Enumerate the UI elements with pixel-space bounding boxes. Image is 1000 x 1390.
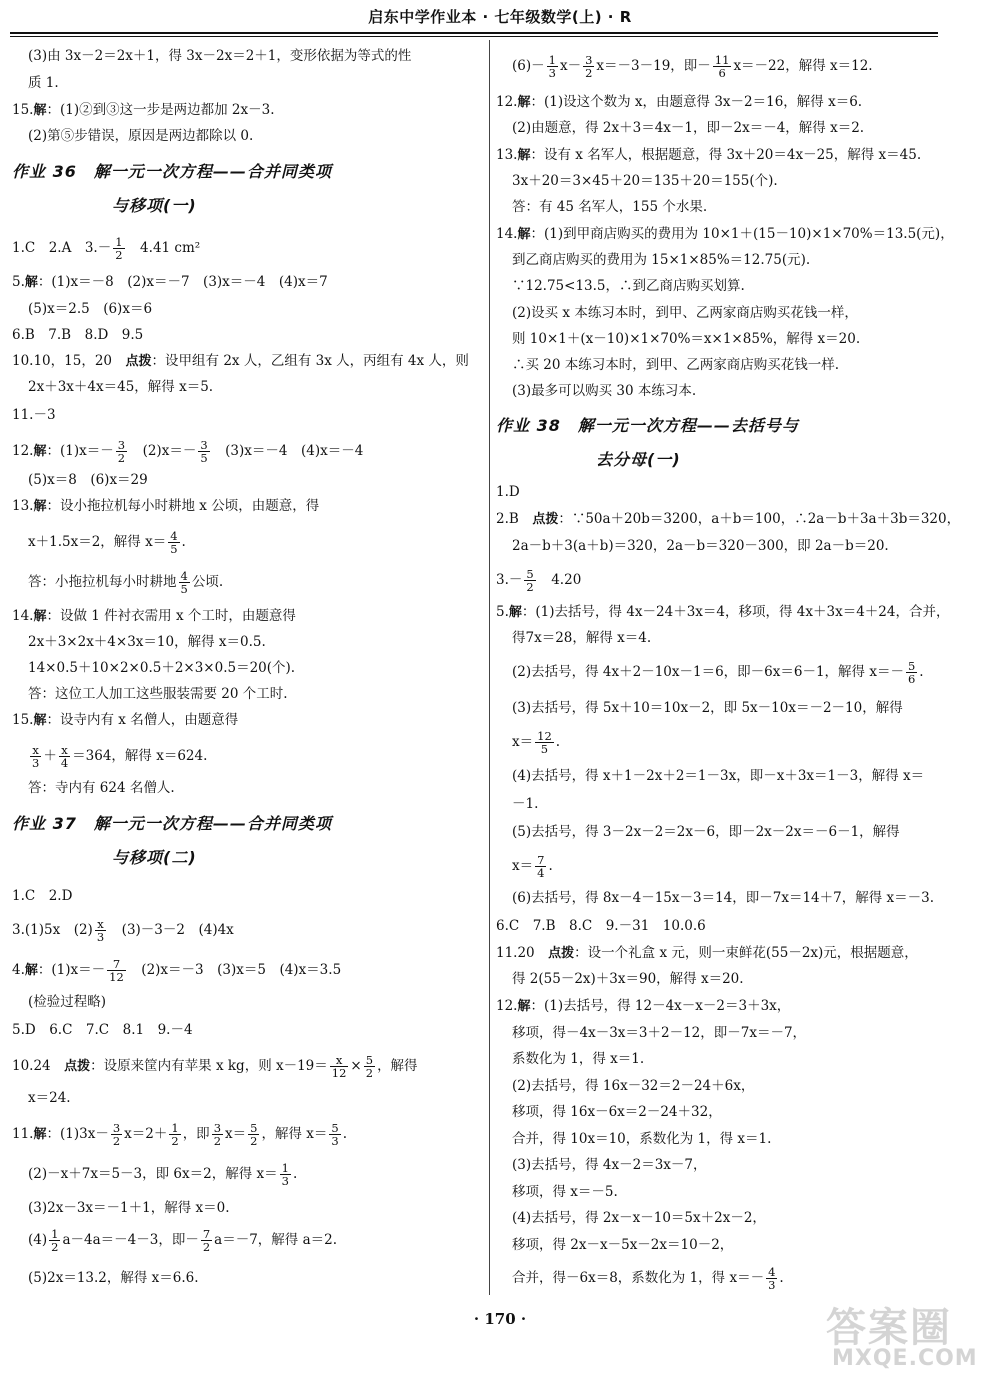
text-line: (3)2x－3x＝－1＋1，解得 x＝0. [28,1200,230,1216]
text-line: 2x＋3×2x＋4×3x＝10，解得 x＝0.5. [28,634,266,650]
text-line: (检验过程略) [28,994,107,1010]
answer-1-2: 1.C 2.D [12,888,73,904]
answer-10: 10.10，15，20 点拨：设甲组有 2x 人，乙组有 3x 人，丙组有 4x 人，则 [12,353,469,369]
text-line: 移项，得 16x－6x＝2－24＋32， [512,1104,722,1120]
text-line: (3)去括号，得 5x＋10＝10x－2，即 5x－10x＝－2－10，解得 [512,700,903,716]
answer-3d: 3.－ $\frac{5}{2}$ 4.20 [496,567,582,594]
answer-15b: 15.解：设寺内有 x 名僧人，由题意得 [12,712,239,728]
header-rule [10,32,938,34]
answer-1d: 1.D [496,484,520,500]
text-line: (2)去括号，得 16x－32＝2－24＋6x， [512,1078,755,1094]
text-line: 系数化为 1，得 x＝1. [512,1051,645,1067]
text-line: (2)设买 x 本练习本时，到甲、乙两家商店购买花钱一样， [512,305,858,321]
text-line: (2)去括号，得 4x＋2－10x－1＝6，即－6x＝6－1，解得 x＝－ $\frac{5}{6}$ . [512,659,924,686]
answer-13: 13.解：设小拖拉机每小时耕地 x 公顷，由题意，得 [12,498,320,514]
text-line: 得 2(55－2x)＋3x＝90，解得 x＝20. [512,971,744,987]
text-line: －1. [512,796,539,812]
answer-6-9: 6.B 7.B 8.D 9.5 [12,327,144,343]
text-line: x＝24. [28,1090,71,1106]
text-line: 合并，得－6x＝8，系数化为 1，得 x＝－ $\frac{4}{3}$ . [512,1265,784,1292]
section-heading-38: 作业 38 解一元一次方程——去括号与 [496,416,799,435]
answer-5d: 5.解：(1)去括号，得 4x－24＋3x＝4，移项，得 4x＋3x＝4＋24，合并， [496,604,950,620]
text-line: x＝ $\frac{12}{5}$ . [512,729,561,756]
answer-5-9: 5.D 6.C 7.C 8.1 9.－4 [12,1022,193,1038]
text-line: (5)2x＝13.2，解得 x＝6.6. [28,1270,199,1286]
text-line: ∴买 20 本练习本时，到甲、乙两家商店购买花钱一样. [512,357,840,373]
header-rule-thin [10,36,938,37]
text-line: (3)最多可以购买 30 本练习本. [512,383,697,399]
answer-6-10d: 6.C 7.B 8.C 9.－31 10.0.6 [496,918,706,934]
text-line: 则 10×1＋(x－10)×1×70%＝x×1×85%，解得 x＝20. [512,331,861,347]
text-line: (3)去括号，得 4x－2＝3x－7， [512,1157,707,1173]
answer-4: 4.解：(1)x＝－ $\frac{7}{12}$ (2)x＝－3 (3)x＝5 (4)x＝3.5 [12,957,342,984]
text-line: x＝ $\frac{7}{4}$ . [512,853,553,880]
section-subheading-36: 与移项(一) [112,196,197,215]
answer-5: 5.解：(1)x＝－8 (2)x＝－7 (3)x＝－4 (4)x＝7 [12,274,328,290]
text-line: ∵12.75<13.5，∴到乙商店购买划算. [512,278,745,294]
answer-11: 11.－3 [12,407,56,423]
text-line: 合并，得 10x＝10，系数化为 1，得 x＝1. [512,1131,772,1147]
section-subheading-37: 与移项(二) [112,848,197,867]
page-number: · 170 · [473,1310,527,1328]
text-line: $\frac{x}{3}$ ＋ $\frac{x}{4}$ ＝364，解得 x＝624. [32,743,208,770]
text-line: 答：有 45 名军人，155 个水果. [512,199,708,215]
text-line: 移项，得－4x－3x＝3＋2－12，即－7x＝－7， [512,1025,807,1041]
text-line: (5)x＝2.5 (6)x＝6 [28,301,153,317]
text-line: (3)由 3x－2＝2x＋1，得 3x－2x＝2＋1，变形依据为等式的性 [28,48,412,64]
text-line: 答：这位工人加工这些服装需要 20 个工时. [28,686,288,702]
answer-1-4: 1.C 2.A 3.－ $\frac{1}{2}$ 4.41 cm² [12,235,201,262]
text-line: 2a－b＋3(a＋b)＝320，2a－b＝320－300，即 2a－b＝20. [512,538,889,554]
text-line: x＋1.5x＝2，解得 x＝ $\frac{4}{5}$ . [28,529,186,556]
text-line: 2x＋3x＋4x＝45，解得 x＝5. [28,379,214,395]
answer-3: 3.(1)5x (2) $\frac{x}{3}$ (3)－3－2 (4)4x [12,917,234,944]
text-line: (4) $\frac{1}{2}$ a－4a＝－4－3，即－ $\frac{7}{2}$ a＝－7，解得 a＝2. [28,1227,338,1254]
text-line: 3x＋20＝3×45＋20＝135＋20＝155(个). [512,173,778,189]
answer-15: 15.解：(1)②到③这一步是两边都加 2x－3. [12,102,275,118]
answer-11d: 11.20 点拨：设一个礼盒 x 元，则一束鲜花(55－2x)元，根据题意， [496,945,918,961]
text-line: 14×0.5＋10×2×0.5＋2×3×0.5＝20(个). [28,660,296,676]
text-line: 质 1. [28,75,59,91]
text-line: (4)去括号，得 2x－x－10＝5x＋2x－2， [512,1210,766,1226]
text-line: 移项，得 2x－x－5x－2x＝10－2， [512,1237,734,1253]
text-line: 答：小拖拉机每小时耕地 $\frac{4}{5}$ 公顷. [28,569,224,596]
answer-11b: 11.解：(1)3x－ $\frac{3}{2}$ x＝2＋ $\frac{1}{2}$ ，即 $\frac{3}{2}$ x＝ $\frac{5}{2}$ ，解得 x＝ $\frac{5}{3}$ . [12,1121,347,1148]
answer-12: 12.解：(1)x＝－ $\frac{3}{2}$ (2)x＝－ $\frac{3}{5}$ (3)x＝－4 (4)x＝－4 [12,438,364,465]
text-line: (2)由题意，得 2x＋3＝4x－1，即－2x＝－4，解得 x＝2. [512,120,865,136]
section-subheading-38: 去分母(一) [596,450,681,469]
answer-14c: 14.解：(1)到甲商店购买的费用为 10×1＋(15－10)×1×70%＝13.5(元)， [496,226,954,242]
answer-12c: 12.解：(1)设这个数为 x，由题意得 3x－2＝16，解得 x＝6. [496,94,863,110]
page-header: 启东中学作业本 · 七年级数学(上) · R [368,8,632,26]
section-heading-36: 作业 36 解一元一次方程——合并同类项 [12,162,332,181]
text-line: (4)去括号，得 x＋1－2x＋2＝1－3x，即－x＋3x＝1－3，解得 x＝ [512,768,925,784]
text-line: 答：寺内有 624 名僧人. [28,780,175,796]
answer-13c: 13.解：设有 x 名军人，根据题意，得 3x＋20＝4x－25，解得 x＝45. [496,147,922,163]
text-line: (2)－x＋7x＝5－3，即 6x＝2，解得 x＝ $\frac{1}{3}$ . [28,1161,298,1188]
text-line: (6)－ $\frac{1}{3}$ x－ $\frac{3}{2}$ x＝－3－19，即－ $\frac{11}{6}$ x＝－22，解得 x＝12. [512,53,873,80]
text-line: (2)第⑤步错误，原因是两边都除以 0. [28,128,254,144]
column-divider [489,40,490,1295]
answer-14: 14.解：设做 1 件衬衣需用 x 个工时，由题意得 [12,608,296,624]
answer-2d: 2.B 点拨：∵50a＋20b＝3200，a＋b＝100，∴2a－b＋3a＋3b＝320， [496,511,961,527]
answer-10b: 10.24 点拨：设原来筐内有苹果 x kg，则 x－19＝ $\frac{x}{12}$ × $\frac{5}{2}$ ，解得 [12,1053,418,1080]
text-line: 得7x＝28，解得 x＝4. [512,630,652,646]
section-heading-37: 作业 37 解一元一次方程——合并同类项 [12,814,332,833]
watermark-logo: 答案圈 MXQE.COM [826,1305,978,1371]
text-line: (5)去括号，得 3－2x－2＝2x－6，即－2x－2x＝－6－1，解得 [512,824,900,840]
text-line: 移项，得 x＝－5. [512,1184,618,1200]
text-line: (6)去括号，得 8x－4－15x－3＝14，即－7x＝14＋7，解得 x＝－3. [512,890,935,906]
text-line: (5)x＝8 (6)x＝29 [28,472,148,488]
answer-12d: 12.解：(1)去括号，得 12－4x－x－2＝3＋3x， [496,998,791,1014]
text-line: 到乙商店购买的费用为 15×1×85%＝12.75(元). [512,252,811,268]
